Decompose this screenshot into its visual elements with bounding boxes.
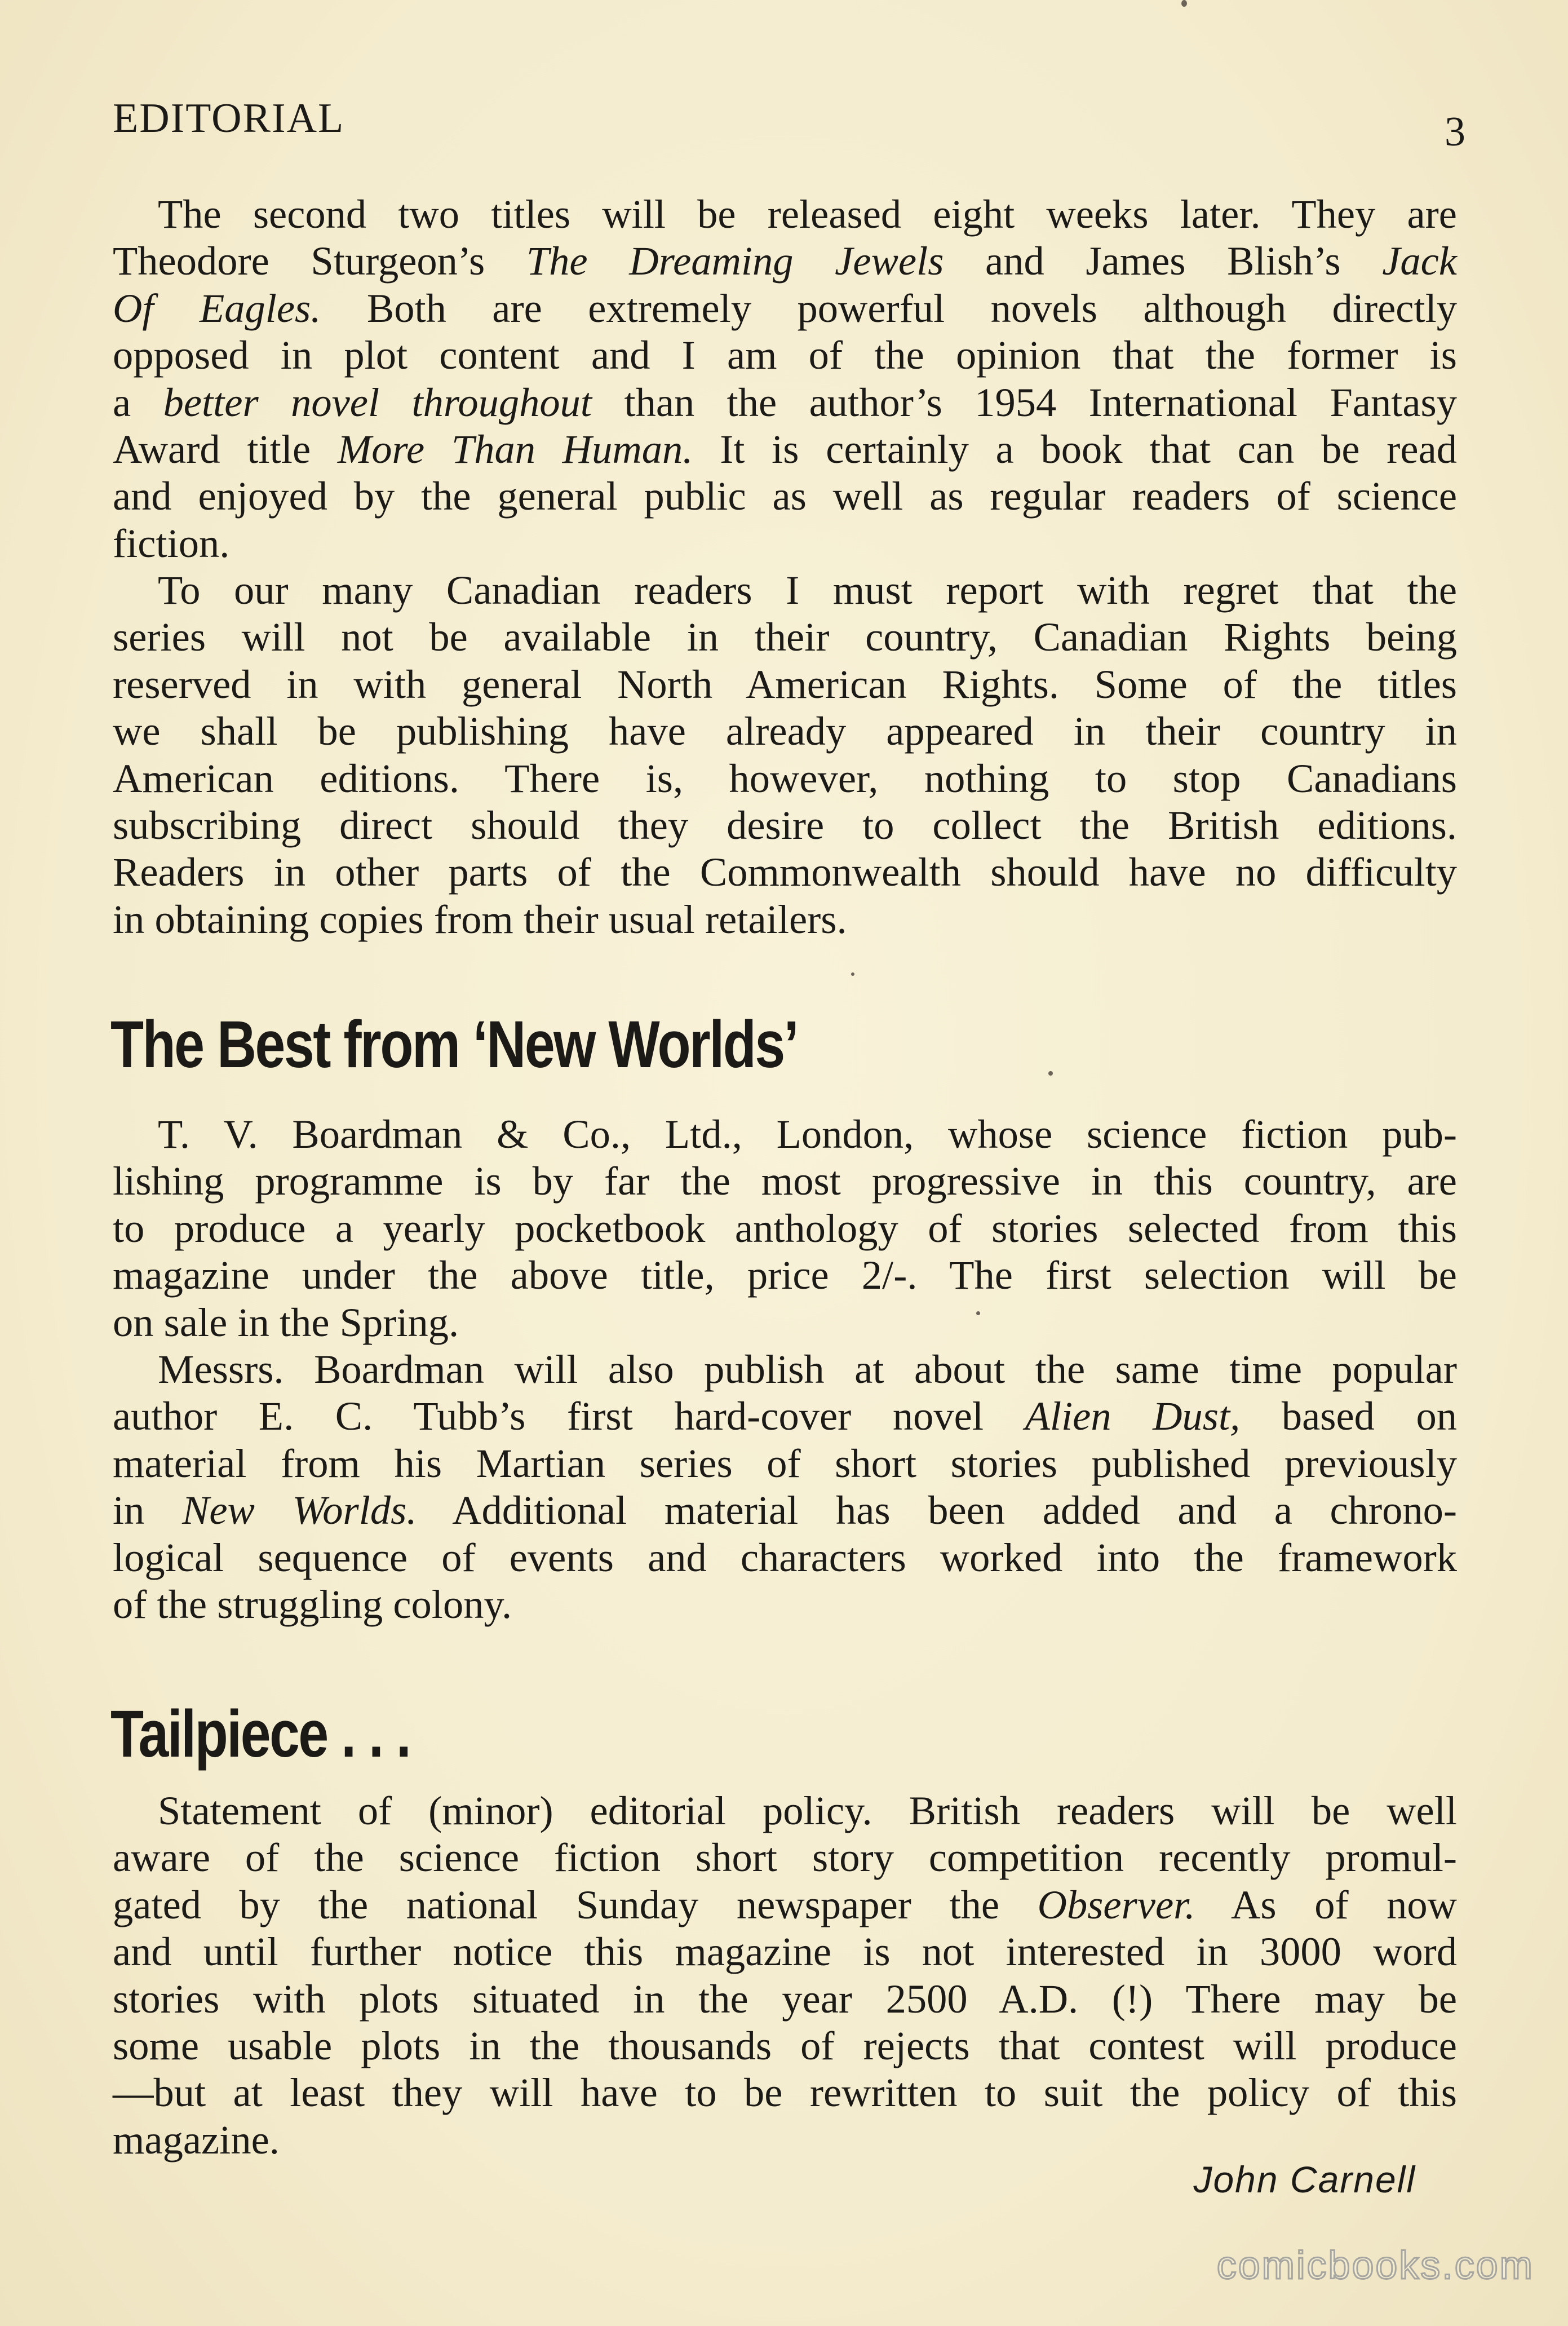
page-number: 3 bbox=[1445, 109, 1465, 155]
paragraph-canadian-readers bbox=[113, 567, 1457, 943]
paragraph-editorial-policy bbox=[113, 1787, 1457, 2163]
paper-speck bbox=[1181, 0, 1187, 7]
text-line: Messrs. Boardman will also publish at about the same time popular bbox=[158, 1346, 1457, 1392]
text-line: Readers in other parts of the Commonwealth should have no difficulty bbox=[113, 849, 1457, 895]
text-line: stories with plots situated in the year 2500 A.D. (!) There may be bbox=[113, 1975, 1457, 2022]
book-title: Alien Dust, bbox=[1025, 1393, 1241, 1439]
text-line: aware of the science fiction short story competition recently promul- bbox=[113, 1834, 1457, 1881]
text-line: in obtaining copies from their usual retailers. bbox=[113, 896, 847, 942]
section-heading-tailpiece: Tailpiece . . . bbox=[110, 1697, 410, 1771]
paragraph-release-schedule bbox=[113, 191, 1457, 567]
text-line: of the struggling colony. bbox=[113, 1581, 512, 1627]
text-line: and enjoyed by the general public as well as regular readers of science bbox=[113, 473, 1457, 519]
paragraph-boardman-anthology bbox=[113, 1111, 1457, 1346]
book-title: The Dreaming Jewels bbox=[526, 238, 944, 284]
text-line: magazine. bbox=[113, 2116, 280, 2163]
text-line: reserved in with general North American Rights. Some of the titles bbox=[113, 661, 1457, 707]
text-line: Theodore Sturgeon’s The Dreaming Jewels and James Blish’s Jack bbox=[113, 238, 1457, 284]
book-title: More Than Human. bbox=[337, 426, 693, 472]
text-line: T. V. Boardman & Co., Ltd., London, whose science fiction pub- bbox=[158, 1111, 1457, 1157]
text-line: opposed in plot content and I am of the opinion that the former is bbox=[113, 332, 1457, 378]
text-line: some usable plots in the thousands of rejects that contest will produce bbox=[113, 2022, 1457, 2068]
book-title: Of Eagles. bbox=[113, 285, 321, 331]
text-line: on sale in the Spring. bbox=[113, 1299, 459, 1345]
running-title: EDITORIAL bbox=[113, 95, 345, 141]
text-line: Statement of (minor) editorial policy. British readers will be well bbox=[158, 1788, 1457, 1833]
text-line: Award title More Than Human. It is certainly a book that can be read bbox=[113, 426, 1457, 472]
text-line: series will not be available in their country, Canadian Rights being bbox=[113, 614, 1457, 660]
text-line: we shall be publishing have already appeared in their country in bbox=[113, 708, 1457, 754]
emphasis-text: better novel throughout bbox=[163, 379, 592, 425]
paper-speck bbox=[851, 972, 854, 976]
paper-speck bbox=[976, 1311, 980, 1315]
text-line: Of Eagles. Both are extremely powerful novels although directly bbox=[113, 285, 1457, 331]
magazine-title: New Worlds. bbox=[182, 1487, 417, 1533]
text-line: author E. C. Tubb’s first hard-cover novel Alien Dust, based on bbox=[113, 1393, 1458, 1439]
newspaper-title: Observer. bbox=[1037, 1881, 1195, 1927]
author-signature: John Carnell bbox=[1193, 2159, 1416, 2200]
text-line: The second two titles will be released eight weeks later. They are bbox=[158, 191, 1457, 237]
text-line: To our many Canadian readers I must report with regret that the bbox=[158, 567, 1457, 613]
text-line: —but at least they will have to be rewritten to suit the policy of this bbox=[113, 2069, 1457, 2116]
section-heading-best-from-new-worlds: The Best from ‘New Worlds’ bbox=[110, 1007, 798, 1082]
text-line: American editions. There is, however, nothing to stop Canadians bbox=[113, 755, 1457, 801]
text-line: subscribing direct should they desire to collect the British editions. bbox=[113, 802, 1457, 848]
site-watermark: comicbooks.com bbox=[1216, 2243, 1534, 2287]
paragraph-alien-dust bbox=[113, 1346, 1457, 1628]
text-line: and until further notice this magazine is not interested in 3000 word bbox=[113, 1929, 1457, 1975]
running-head bbox=[113, 95, 1465, 155]
text-line: lishing programme is by far the most progressive in this country, are bbox=[113, 1158, 1457, 1204]
paper-speck bbox=[1048, 1071, 1053, 1076]
text-line: a better novel throughout than the author’s 1954 International Fantasy bbox=[113, 379, 1457, 425]
text-line: material from his Martian series of short stories published previously bbox=[113, 1440, 1457, 1486]
text-line: to produce a yearly pocketbook anthology of stories selected from this bbox=[113, 1205, 1457, 1251]
book-title: Jack bbox=[1382, 238, 1457, 284]
text-line: fiction. bbox=[113, 520, 230, 566]
text-line: logical sequence of events and characters worked into the framework bbox=[113, 1534, 1457, 1580]
text-line: in New Worlds. Additional material has been added and a chrono- bbox=[113, 1487, 1457, 1533]
text-line: magazine under the above title, price 2/-. The first selection will be bbox=[113, 1252, 1457, 1298]
text-line: gated by the national Sunday newspaper the Observer. As of now bbox=[113, 1881, 1457, 1927]
